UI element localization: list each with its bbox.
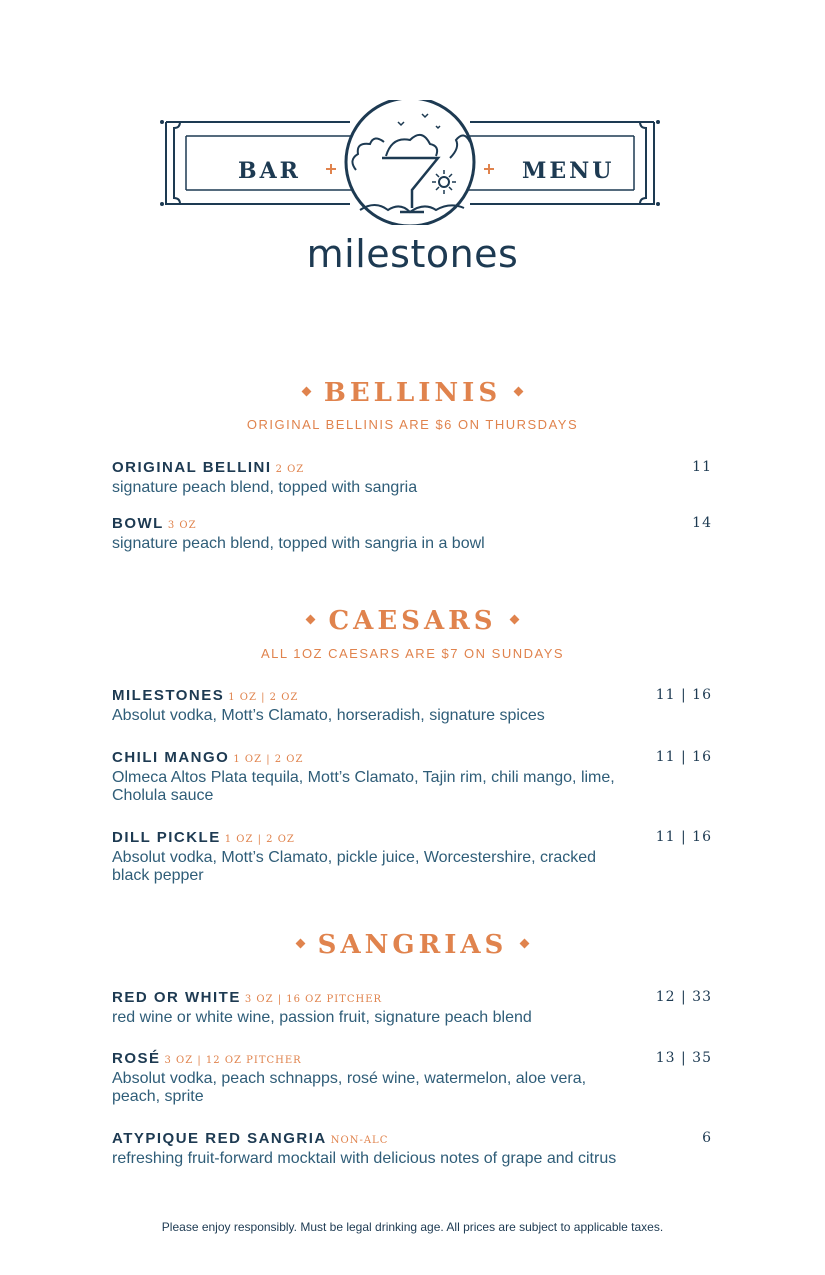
item-price: 12 | 33: [655, 989, 712, 1005]
menu-item: [112, 459, 712, 497]
footer-disclaimer: Please enjoy responsibly. Must be legal drinking age. All prices are subject to applicable taxes.: [161, 1220, 664, 1234]
item-description: refreshing fruit-forward mocktail with delicious notes of grape and citrus: [112, 1150, 617, 1167]
item-name: CHILI MANGO: [112, 749, 230, 766]
menu-item: [112, 1130, 712, 1168]
section-subtitle-caesars: ALL 1OZ CAESARS ARE $7 ON SUNDAYS: [260, 646, 565, 661]
menu-item: [112, 687, 712, 725]
brand-name: milestones: [306, 232, 519, 276]
logo-menu-word: MENU: [522, 158, 615, 184]
menu-item: [112, 749, 712, 805]
section-title-sangrias: SANGRIAS: [0, 930, 825, 960]
logo-bar-word: BAR: [238, 158, 301, 184]
diamond-icon: [306, 614, 316, 624]
diamond-icon: [520, 938, 530, 948]
diamond-icon: [301, 386, 311, 396]
section-title-caesars: CAESARS: [0, 606, 825, 636]
diamond-icon: [509, 614, 519, 624]
item-description: Absolut vodka, Mott’s Clamato, horseradish, signature spices: [112, 707, 545, 724]
item-size: 1 OZ | 2 OZ: [233, 754, 304, 765]
diamond-icon: [514, 386, 524, 396]
item-name: ATYPIQUE RED SANGRIA: [112, 1130, 327, 1147]
item-price: 6: [702, 1130, 712, 1146]
item-description: Absolut vodka, peach schnapps, rosé wine, watermelon, aloe vera, peach, sprite: [112, 1070, 587, 1105]
item-name: ROSÉ: [112, 1050, 161, 1067]
menu-item: [112, 515, 712, 553]
item-description: signature peach blend, topped with sangria: [112, 479, 418, 496]
item-price: 14: [692, 515, 712, 531]
item-price: 11 | 16: [655, 687, 712, 703]
item-name: DILL PICKLE: [112, 829, 221, 846]
menu-item: [112, 829, 712, 885]
item-size: 3 OZ: [167, 520, 197, 531]
item-price: 11 | 16: [655, 829, 712, 845]
item-description: Absolut vodka, Mott’s Clamato, pickle juice, Worcestershire, cracked black pepper: [112, 849, 597, 884]
item-size: 3 OZ | 12 OZ PITCHER: [164, 1055, 302, 1066]
item-size: 2 OZ: [275, 464, 305, 475]
item-size: NON-ALC: [330, 1135, 389, 1146]
item-description: Olmeca Altos Plata tequila, Mott’s Clamato, Tajin rim, chili mango, lime, Cholula sauce: [112, 769, 615, 804]
menu-item: [112, 989, 712, 1027]
section-title-bellinis: BELLINIS: [0, 378, 825, 408]
item-size: 1 OZ | 2 OZ: [228, 692, 299, 703]
item-name: BOWL: [112, 515, 164, 532]
menu-item: [112, 1050, 712, 1106]
item-price: 13 | 35: [655, 1050, 712, 1066]
item-price: 11 | 16: [655, 749, 712, 765]
item-name: ORIGINAL BELLINI: [112, 459, 272, 476]
item-description: red wine or white wine, passion fruit, signature peach blend: [112, 1009, 532, 1026]
diamond-icon: [295, 938, 305, 948]
bar-menu-logo: [0, 0, 825, 290]
item-size: 3 OZ | 16 OZ PITCHER: [244, 994, 383, 1005]
item-size: 1 OZ | 2 OZ: [224, 834, 295, 845]
item-name: MILESTONES: [112, 687, 225, 704]
section-subtitle-bellinis: ORIGINAL BELLINIS ARE $6 ON THURSDAYS: [246, 417, 579, 432]
item-price: 11: [692, 459, 712, 475]
item-description: signature peach blend, topped with sangria in a bowl: [112, 535, 485, 552]
item-name: RED OR WHITE: [112, 989, 241, 1006]
